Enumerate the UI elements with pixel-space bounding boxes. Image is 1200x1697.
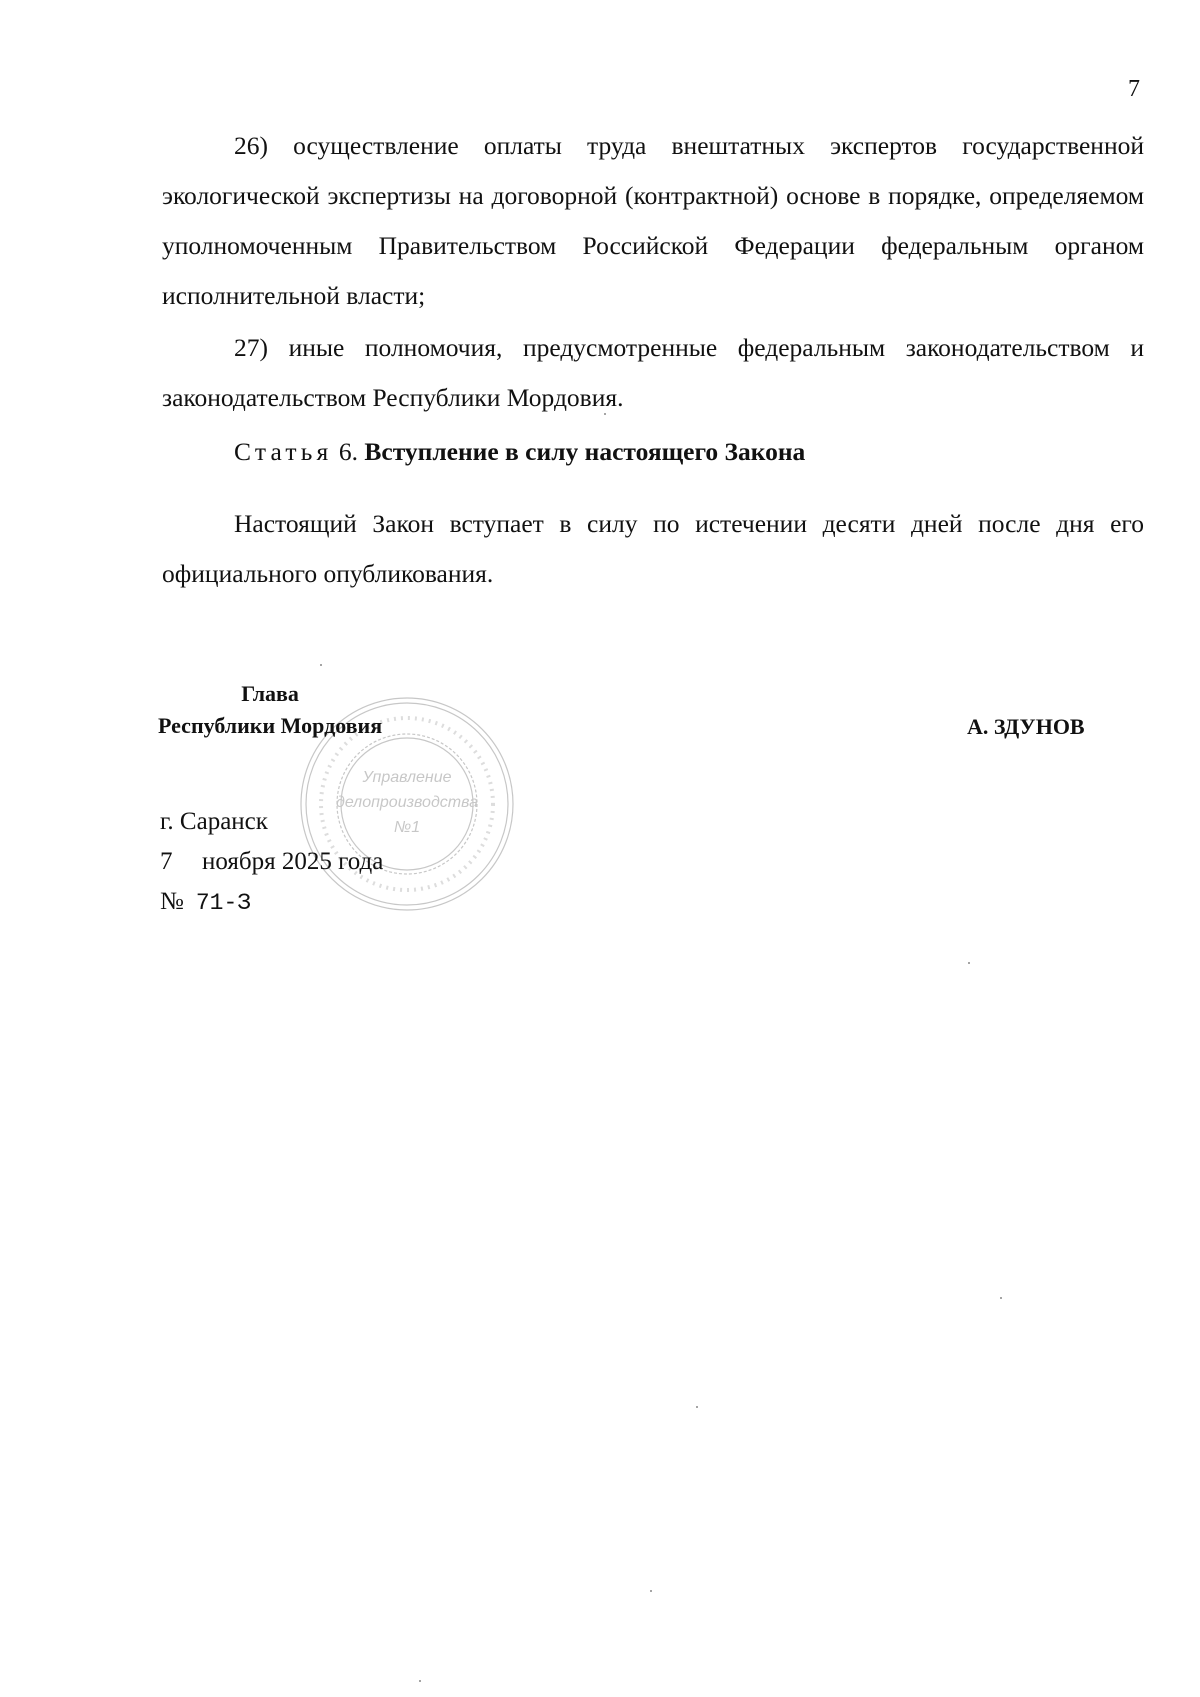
signature-position-line-1: Глава xyxy=(241,681,299,706)
list-item-26: 26) осуществление оплаты труда внештатных экспертов государственной экологической экспертизы на договорной (контрактной) основе в порядке, определяемом уполномоченным Правительством Российской Федерации федеральным органом исполнительной власти; xyxy=(162,131,1144,310)
date-day: 7 xyxy=(160,848,173,875)
law-number xyxy=(160,885,251,920)
date-of-signing xyxy=(160,845,383,879)
article-heading xyxy=(234,435,805,469)
scan-speck xyxy=(696,1406,698,1408)
article-title: Вступление в силу настоящего Закона xyxy=(364,437,806,466)
body-text xyxy=(162,121,1144,423)
date-month-year: ноября 2025 года xyxy=(202,848,384,875)
stamp-line-3: №1 xyxy=(393,819,421,836)
article-text xyxy=(162,499,1144,599)
scan-speck xyxy=(1000,1297,1002,1299)
scan-speck xyxy=(604,413,606,415)
place-of-signing: г. Саранск xyxy=(160,808,268,835)
article-label: Статья xyxy=(234,437,333,466)
article-paragraph: Настоящий Закон вступает в силу по истечении десяти дней после дня его официального опубликования. xyxy=(162,509,1144,588)
stamp-line-1: Управление xyxy=(362,769,452,786)
scan-speck xyxy=(650,1590,652,1592)
article-number: 6. xyxy=(332,437,365,466)
law-number-label: № xyxy=(160,888,184,915)
scan-speck xyxy=(419,1680,421,1682)
signature-position-line-2: Республики Мордовия xyxy=(158,713,383,738)
stamp-line-2: делопроизводства xyxy=(335,794,479,811)
signature-position xyxy=(158,678,382,742)
law-number-value: 71-З xyxy=(195,890,252,916)
page-number: 7 xyxy=(1128,76,1140,102)
list-item-27: 27) иные полномочия, предусмотренные федеральным законодательством и законодательством Республики Мордовия. xyxy=(162,333,1144,412)
scan-speck xyxy=(320,664,322,666)
scan-speck xyxy=(968,962,970,964)
signatory-name: А. ЗДУНОВ xyxy=(967,714,1085,739)
